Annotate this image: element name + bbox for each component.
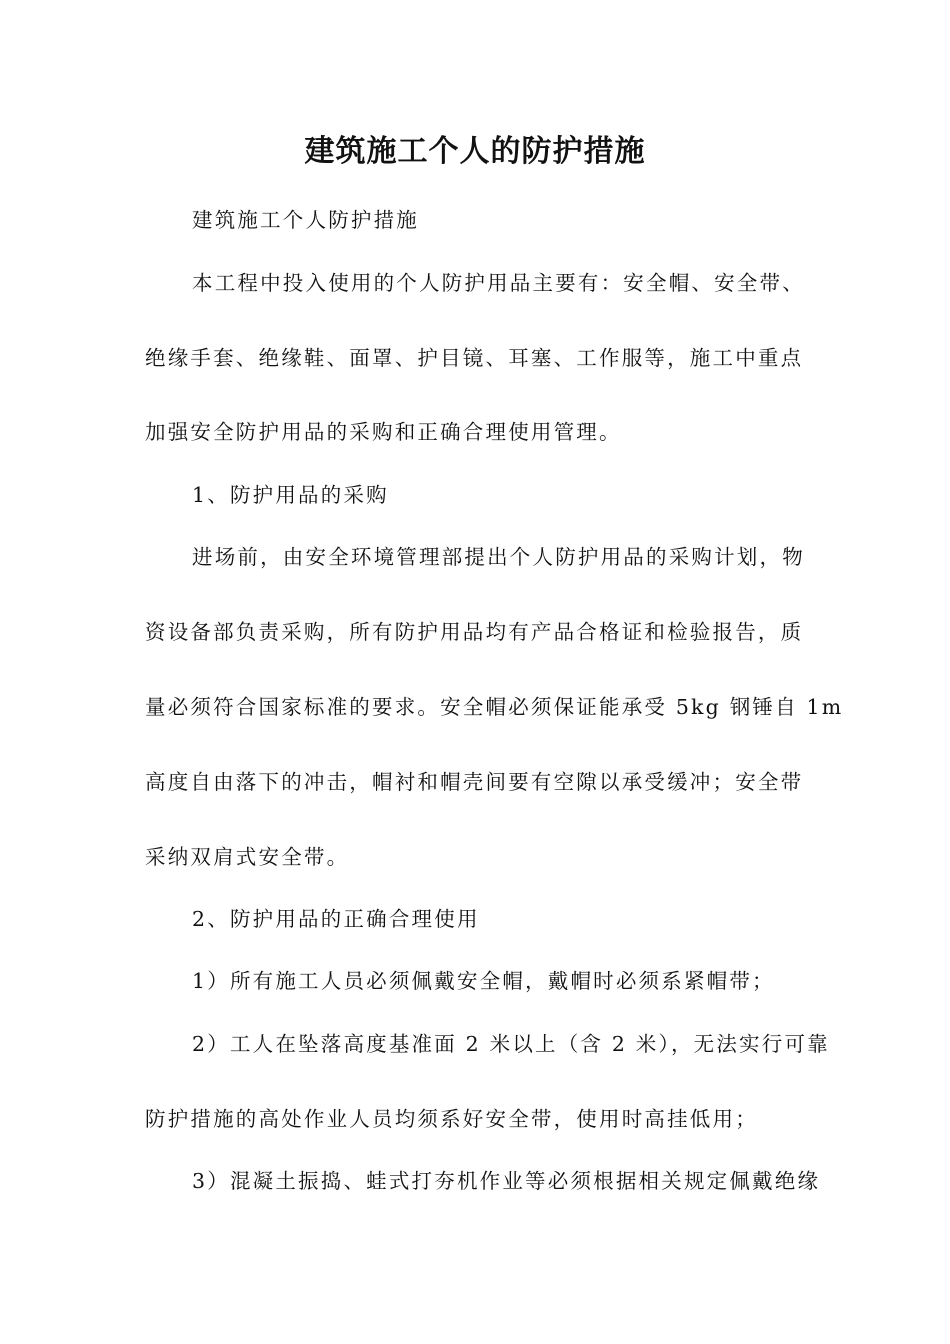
paragraph-line: 加强安全防护用品的采购和正确合理使用管理。 bbox=[145, 420, 622, 444]
paragraph-line: 高度自由落下的冲击，帽衬和帽壳间要有空隙以承受缓冲；安全带 bbox=[145, 770, 804, 794]
paragraph-line: 建筑施工个人防护措施 bbox=[192, 208, 419, 232]
paragraph-line: 2）工人在坠落高度基准面 2 米以上（含 2 米），无法实行可靠 bbox=[192, 1032, 830, 1056]
paragraph-line: 量必须符合国家标准的要求。安全帽必须保证能承受 5kg 钢锤自 1m bbox=[145, 695, 844, 719]
paragraph-line: 绝缘手套、绝缘鞋、面罩、护目镜、耳塞、工作服等，施工中重点 bbox=[145, 346, 804, 370]
paragraph-line: 资设备部负责采购，所有防护用品均有产品合格证和检验报告，质 bbox=[145, 620, 804, 644]
document-title: 建筑施工个人的防护措施 bbox=[304, 134, 646, 169]
section-heading: 1、防护用品的采购 bbox=[192, 483, 389, 507]
paragraph-line: 1）所有施工人员必须佩戴安全帽，戴帽时必须系紧帽带； bbox=[192, 969, 775, 993]
paragraph-line: 采纳双肩式安全带。 bbox=[145, 845, 350, 869]
paragraph-line: 防护措施的高处作业人员均须系好安全带，使用时高挂低用； bbox=[145, 1107, 758, 1131]
paragraph-line: 进场前，由安全环境管理部提出个人防护用品的采购计划，物 bbox=[192, 545, 805, 569]
paragraph-line: 3）混凝土振捣、蛙式打夯机作业等必须根据相关规定佩戴绝缘 bbox=[192, 1169, 821, 1193]
paragraph-line: 本工程中投入使用的个人防护用品主要有：安全帽、安全带、 bbox=[192, 271, 805, 295]
section-heading: 2、防护用品的正确合理使用 bbox=[192, 907, 480, 931]
